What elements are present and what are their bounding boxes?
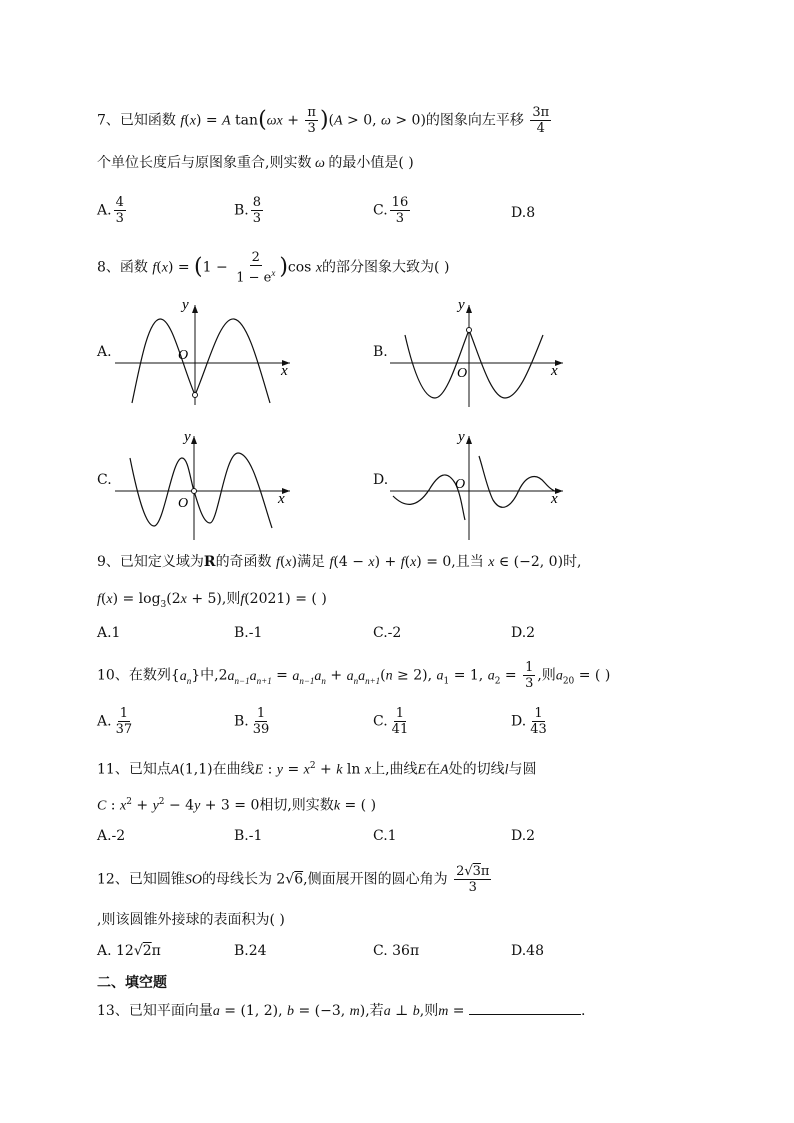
q13-answer-blank[interactable] <box>469 1000 581 1015</box>
section-heading: 二、填空题 <box>97 975 167 991</box>
graph-b-y: y <box>458 297 465 313</box>
q12-option-b[interactable]: B.24 <box>234 943 267 959</box>
q13-line1: 13、已知平面向量a = (1, 2), b = (−3, m),若a ⊥ b,则m = . <box>97 1000 585 1022</box>
q7-option-b[interactable]: B. $\frac{8}{3}$ <box>234 195 262 226</box>
q12-option-c[interactable]: C. 36π <box>373 943 420 959</box>
q12-option-d[interactable]: D.48 <box>511 943 544 959</box>
q11-option-d[interactable]: D.2 <box>511 828 536 844</box>
q11-line1: 11、已知点A(1,1)在曲线E : $y = x^2 + k$ ln x上,曲线E在A处的切线l与圆 <box>97 761 537 778</box>
q11-option-a[interactable]: A.-2 <box>97 828 126 844</box>
graph-a-x: x <box>281 363 288 379</box>
q7-option-a[interactable]: A. $\frac{4}{3}$ <box>97 195 124 226</box>
q7-option-d[interactable]: D.8 <box>511 205 536 221</box>
q10-option-b[interactable]: B. $\frac{1}{39}$ <box>234 706 270 737</box>
q8-line1: 8、函数 f(x) = (1 − $\frac{2}{1 - e^x}$ )cos x的部分图象大致为( ) <box>97 250 450 286</box>
graph-b-origin: O <box>457 366 468 381</box>
graph-c-x: x <box>278 491 285 507</box>
graph-b[interactable] <box>385 295 575 410</box>
q9-option-b[interactable]: B.-1 <box>234 625 263 641</box>
graph-a-y: y <box>182 297 189 313</box>
q11-option-c[interactable]: C.1 <box>373 828 397 844</box>
graph-c-label: C. <box>97 472 112 488</box>
q12-option-a[interactable]: A. 12√2π <box>97 943 161 959</box>
graph-d-origin: O <box>455 477 466 492</box>
graph-a-label: A. <box>97 344 112 360</box>
q10-line1: 10、在数列$\{a_n\}$中$,2a_{n-1}a_{n+1} = a_{n-1}a_n + a_na_{n+1}(n \ge 2)$, $a_1 = 1$, $a_2$ = $\frac{1}{3}$ ,则$a_{20}$ = ( ) <box>97 660 611 691</box>
q10-option-d[interactable]: D. $\frac{1}{43}$ <box>511 706 547 737</box>
graph-a-origin: O <box>178 348 189 363</box>
q7-line2: 个单位长度后与原图象重合,则实数 ω 的最小值是( ) <box>97 155 414 171</box>
graph-c-origin: O <box>178 496 189 511</box>
graph-b-label: B. <box>373 344 388 360</box>
q9-option-c[interactable]: C.-2 <box>373 625 402 641</box>
q7-shift-fraction: $\frac{3\pi}{4}$ <box>532 105 550 136</box>
q12-line1: 12、已知圆锥SO的母线长为 2√6,侧面展开图的圆心角为 $\frac{2√3\pi}{3}$ <box>97 864 490 895</box>
q9-option-d[interactable]: D.2 <box>511 625 536 641</box>
q11-option-b[interactable]: B.-1 <box>234 828 263 844</box>
q9-option-a[interactable]: A.1 <box>97 625 121 641</box>
graph-d-y: y <box>458 429 465 445</box>
q12-line2: ,则该圆锥外接球的表面积为( ) <box>97 912 285 928</box>
q10-option-a[interactable]: A. $\frac{1}{37}$ <box>97 706 133 737</box>
graph-d-label: D. <box>373 472 389 488</box>
graph-d[interactable] <box>385 428 575 543</box>
q9-line2: $f(x) = \log_3(2x + 5)$,则f(2021) = ( ) <box>97 591 327 610</box>
graph-a[interactable] <box>110 295 300 410</box>
graph-b-x: x <box>551 363 558 379</box>
q9-line1: 9、已知定义域为R的奇函数 f(x)满足 f(4 − x) + f(x) = 0,且当 x ∈ (−2, 0)时, <box>97 554 582 570</box>
graph-c-y: y <box>184 429 191 445</box>
q7-line1: 7、已知函数 f(x) = A tan(ωx + $\frac{\pi}{3}$ )(A > 0, ω > 0)的图象向左平移 $\frac{3\pi}{4}$ <box>97 105 550 136</box>
graph-d-x: x <box>551 491 558 507</box>
q10-option-c[interactable]: C. $\frac{1}{41}$ <box>373 706 409 737</box>
q11-line2: C : $x^2 + y^2 - 4y + 3 = 0$相切,则实数k = ( ) <box>97 797 377 814</box>
graph-c[interactable] <box>110 428 300 543</box>
q7-option-c[interactable]: C. $\frac{16}{3}$ <box>373 195 409 226</box>
